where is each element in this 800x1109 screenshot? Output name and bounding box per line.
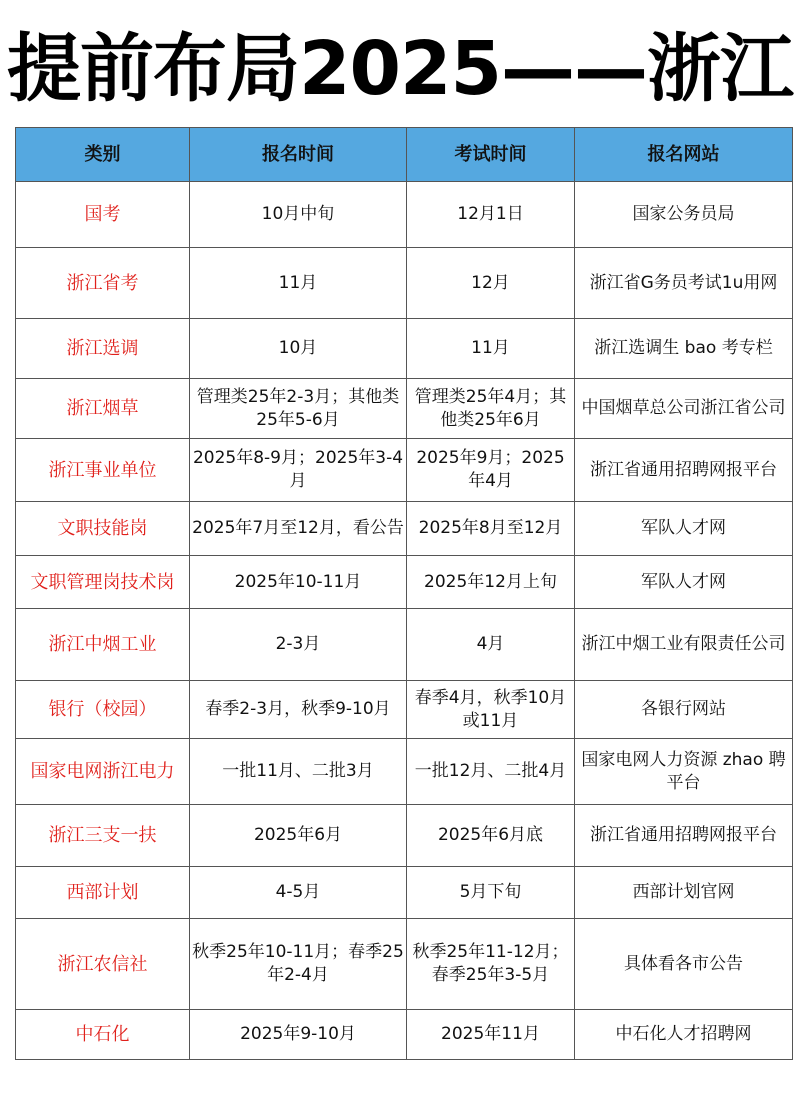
category-cell: 浙江中烟工业 [16, 609, 190, 681]
exam-time-cell: 2025年9月；2025年4月 [407, 439, 575, 502]
category-cell: 文职技能岗 [16, 502, 190, 556]
register-time-cell: 2025年10-11月 [190, 556, 407, 609]
exam-time-cell: 春季4月，秋季10月或11月 [407, 681, 575, 739]
category-cell: 浙江事业单位 [16, 439, 190, 502]
category-cell: 西部计划 [16, 867, 190, 919]
register-site-cell: 国家电网人力资源 zhao 聘平台 [575, 739, 793, 805]
category-cell: 国考 [16, 182, 190, 248]
table-row [16, 681, 793, 739]
register-time-cell: 2025年6月 [190, 805, 407, 867]
table-row [16, 739, 793, 805]
register-time-cell: 管理类25年2-3月；其他类25年5-6月 [190, 379, 407, 439]
header-register-time: 报名时间 [190, 128, 407, 182]
table-row [16, 379, 793, 439]
exam-time-cell: 2025年6月底 [407, 805, 575, 867]
exam-time-cell: 2025年8月至12月 [407, 502, 575, 556]
exam-time-cell: 5月下旬 [407, 867, 575, 919]
table-row [16, 805, 793, 867]
register-site-cell: 国家公务员局 [575, 182, 793, 248]
register-time-cell: 2-3月 [190, 609, 407, 681]
register-time-cell: 2025年8-9月；2025年3-4月 [190, 439, 407, 502]
table-row [16, 867, 793, 919]
register-time-cell: 一批11月、二批3月 [190, 739, 407, 805]
table-row [16, 182, 793, 248]
register-time-cell: 10月 [190, 319, 407, 379]
register-time-cell: 春季2-3月，秋季9-10月 [190, 681, 407, 739]
header-category: 类别 [16, 128, 190, 182]
category-cell: 国家电网浙江电力 [16, 739, 190, 805]
header-register-site: 报名网站 [575, 128, 793, 182]
register-time-cell: 10月中旬 [190, 182, 407, 248]
register-site-cell: 浙江中烟工业有限责任公司 [575, 609, 793, 681]
exam-time-cell: 12月1日 [407, 182, 575, 248]
table-row [16, 1010, 793, 1060]
page-title: 提前布局2025——浙江 [7, 26, 793, 112]
exam-time-cell: 一批12月、二批4月 [407, 739, 575, 805]
category-cell: 浙江省考 [16, 248, 190, 319]
category-cell: 浙江选调 [16, 319, 190, 379]
register-time-cell: 秋季25年10-11月；春季25年2-4月 [190, 919, 407, 1010]
register-site-cell: 浙江省通用招聘网报平台 [575, 805, 793, 867]
register-site-cell: 浙江省G务员考试1u用网 [575, 248, 793, 319]
category-cell: 银行（校园） [16, 681, 190, 739]
table-row [16, 609, 793, 681]
exam-time-cell: 管理类25年4月；其他类25年6月 [407, 379, 575, 439]
exam-time-cell: 2025年11月 [407, 1010, 575, 1060]
category-cell: 浙江农信社 [16, 919, 190, 1010]
exam-time-cell: 12月 [407, 248, 575, 319]
register-time-cell: 4-5月 [190, 867, 407, 919]
table-row [16, 919, 793, 1010]
table-row [16, 556, 793, 609]
register-site-cell: 中国烟草总公司浙江省公司 [575, 379, 793, 439]
register-time-cell: 2025年7月至12月，看公告 [190, 502, 407, 556]
category-cell: 文职管理岗技术岗 [16, 556, 190, 609]
table-row [16, 319, 793, 379]
register-time-cell: 2025年9-10月 [190, 1010, 407, 1060]
register-site-cell: 中石化人才招聘网 [575, 1010, 793, 1060]
register-site-cell: 军队人才网 [575, 556, 793, 609]
register-site-cell: 西部计划官网 [575, 867, 793, 919]
table-row [16, 502, 793, 556]
header-exam-time: 考试时间 [407, 128, 575, 182]
exam-time-cell: 2025年12月上旬 [407, 556, 575, 609]
table-header-row [16, 128, 793, 182]
register-site-cell: 各银行网站 [575, 681, 793, 739]
register-site-cell: 具体看各市公告 [575, 919, 793, 1010]
category-cell: 浙江烟草 [16, 379, 190, 439]
table-row [16, 248, 793, 319]
exam-time-cell: 11月 [407, 319, 575, 379]
exam-schedule-table [15, 127, 793, 1060]
exam-time-cell: 秋季25年11-12月；春季25年3-5月 [407, 919, 575, 1010]
category-cell: 中石化 [16, 1010, 190, 1060]
register-site-cell: 浙江选调生 bao 考专栏 [575, 319, 793, 379]
table-row [16, 439, 793, 502]
register-site-cell: 军队人才网 [575, 502, 793, 556]
exam-time-cell: 4月 [407, 609, 575, 681]
register-site-cell: 浙江省通用招聘网报平台 [575, 439, 793, 502]
category-cell: 浙江三支一扶 [16, 805, 190, 867]
register-time-cell: 11月 [190, 248, 407, 319]
